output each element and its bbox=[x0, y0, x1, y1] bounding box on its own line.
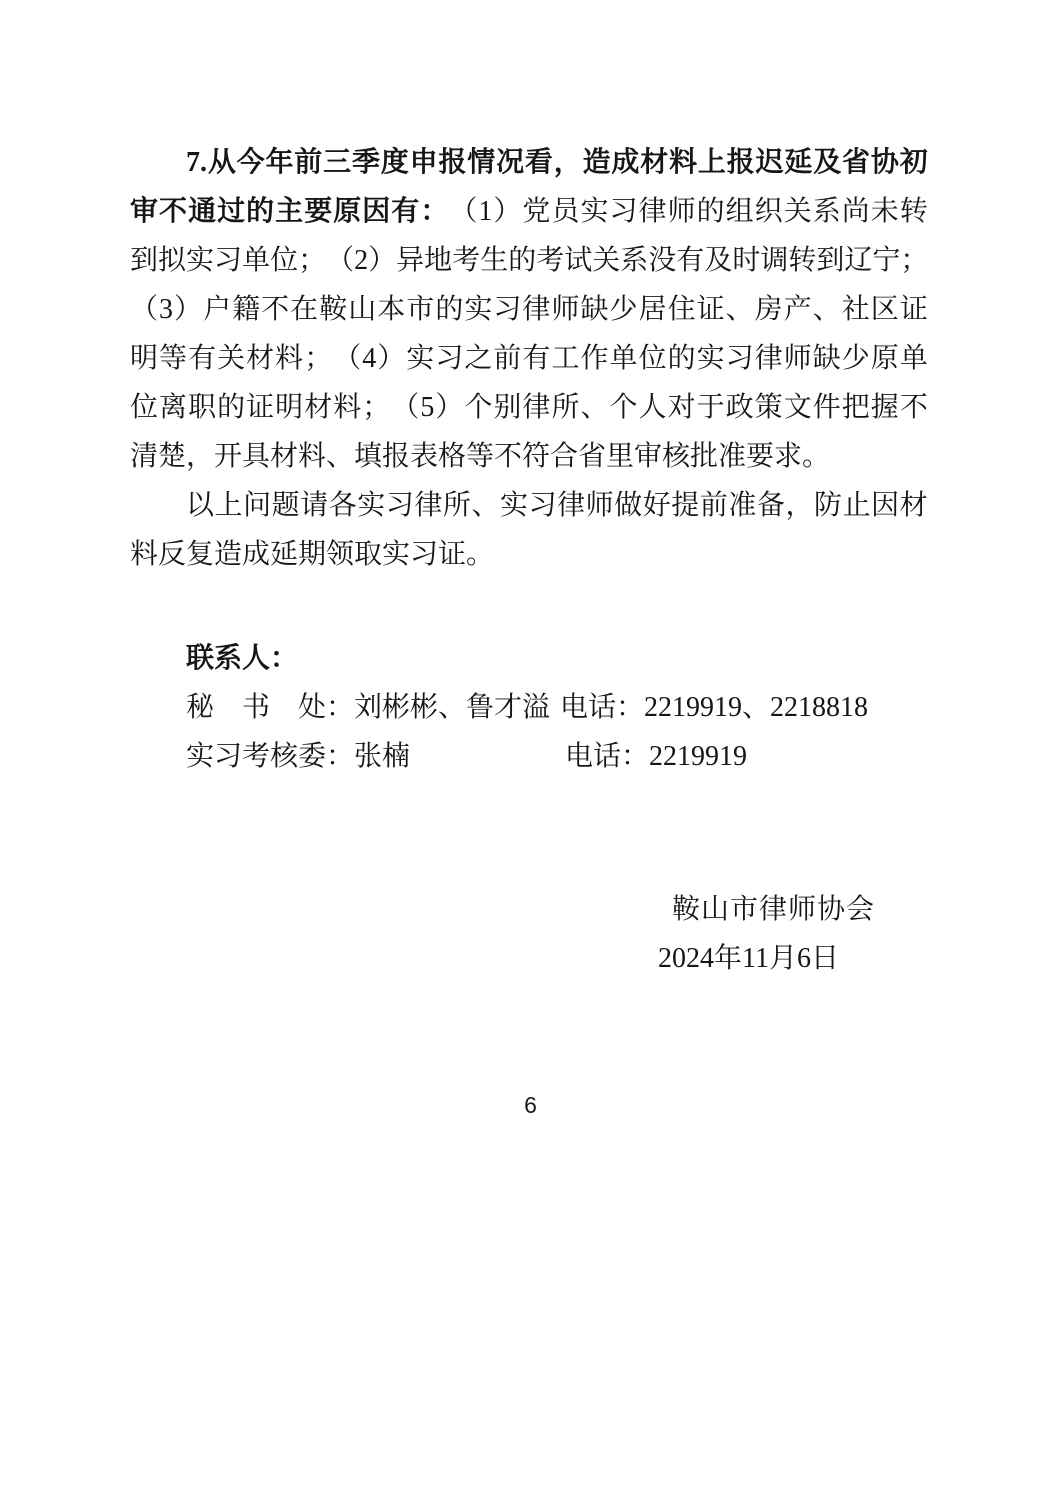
contact-colon: ： bbox=[326, 741, 355, 772]
paragraph-line: 位 离 职 的 证 明 材 料 ； （ 5 ） 个 别 律 所 、 个 人 对 于 政 策 文 件 把 握 不 bbox=[130, 392, 928, 423]
paragraph-text: 料反复造成延期领取实习证。 bbox=[130, 539, 495, 570]
contact-names: 刘彬彬、鲁才溢 bbox=[354, 692, 551, 723]
paragraph-line: 明 等 有 关 材 料 ； （ 4 ） 实 习 之 前 有 工 作 单 位 的 实 习 律 师 缺 少 原 单 bbox=[130, 343, 928, 374]
paragraph-line: 7. 从 今 年 前 三 季 度 申 报 情 况 看 ， 造 成 材 料 上 报 迟 延 及 省 协 初 bbox=[186, 147, 928, 178]
contacts-heading-text: 联系人： bbox=[186, 643, 299, 674]
contact-names: 张楠 bbox=[354, 741, 411, 772]
paragraph-text: 清楚，开具材料、填报表格等不符合省里审核批准要求。 bbox=[130, 441, 831, 472]
signature-org-text: 鞍山市律师协会 bbox=[672, 894, 876, 925]
signature-date-text: 2024年11月6日 bbox=[658, 943, 839, 974]
contact-dept-label: 实 习 考 核 委 bbox=[186, 741, 327, 772]
contact-row-assessment-committee bbox=[130, 732, 928, 781]
contact-colon: ： bbox=[326, 692, 355, 723]
page-number: 6 bbox=[524, 1092, 537, 1118]
paragraph-line: 审 不 通 过 的 主 要 原 因 有 ： （ 1 ） 党 员 实 习 律 师 的 组 织 关 系 尚 未 转 bbox=[130, 196, 928, 227]
paragraph-line: 到 拟 实 习 单 位 ； （ 2 ） 异 地 考 生 的 考 试 关 系 没 有 及 时 调 转 到 辽 宁 ； bbox=[130, 245, 929, 276]
document-body bbox=[130, 138, 928, 983]
paragraph-line bbox=[130, 432, 928, 481]
contact-phone: 电话：2219919 bbox=[565, 741, 748, 772]
spacer bbox=[130, 781, 928, 885]
signature-org bbox=[130, 885, 928, 934]
paragraph-line: 以 上 问 题 请 各 实 习 律 所 、 实 习 律 师 做 好 提 前 准 备 ， 防 止 因 材 bbox=[186, 490, 928, 521]
contact-dept-label: 秘 书 处 bbox=[186, 692, 326, 723]
spacer bbox=[130, 579, 928, 634]
contact-phone: 电话：2219919、2218818 bbox=[560, 692, 869, 723]
signature-date bbox=[130, 934, 928, 983]
contacts-heading bbox=[130, 634, 928, 683]
paragraph-line bbox=[130, 530, 928, 579]
contact-row-secretariat bbox=[130, 683, 928, 732]
paragraph-line: （ 3 ） 户 籍 不 在 鞍 山 本 市 的 实 习 律 师 缺 少 居 住 证 、 房 产 、 社 区 证 bbox=[130, 294, 928, 325]
